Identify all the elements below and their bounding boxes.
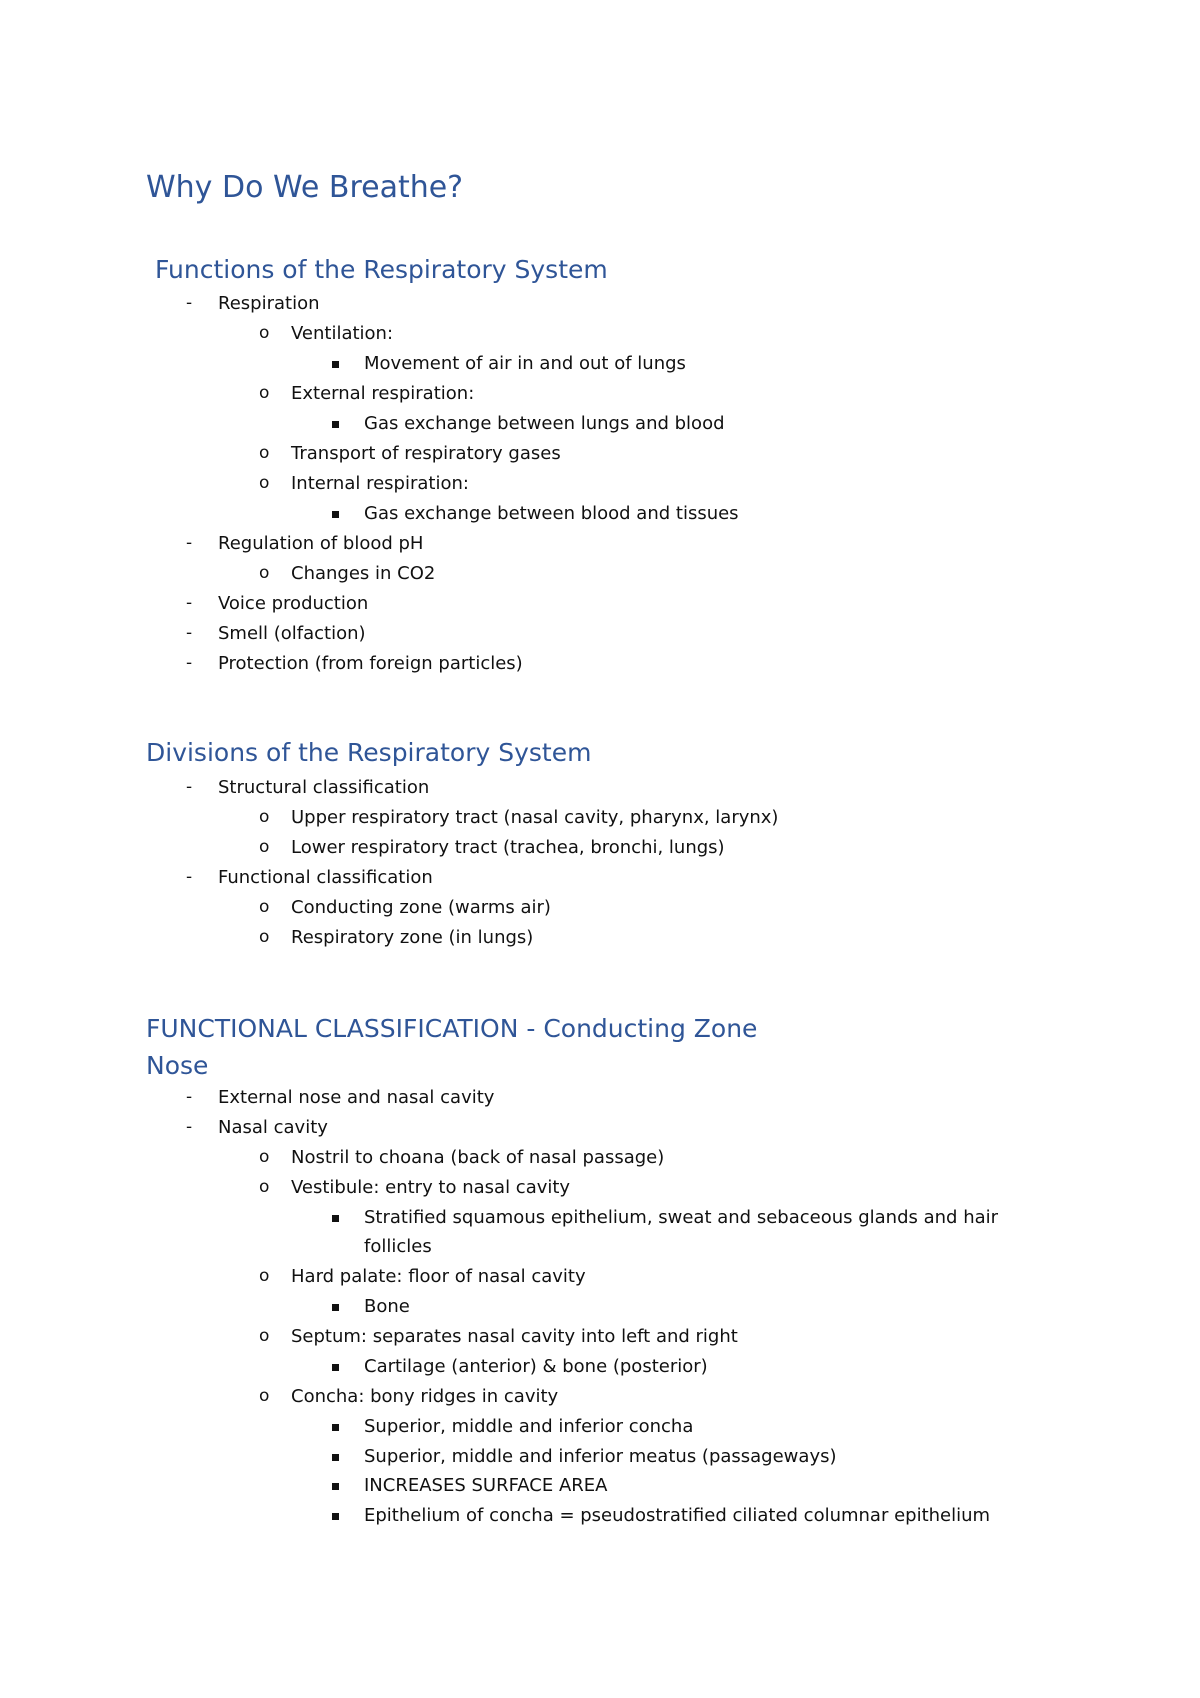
functions-heading: Functions of the Respiratory System <box>155 255 608 284</box>
list-item: Epithelium of concha = pseudostratified ciliated columnar epithelium <box>364 1505 991 1526</box>
circle-bullet: o <box>259 1147 270 1167</box>
nose-subheading: Nose <box>146 1051 209 1080</box>
square-bullet-icon <box>332 1454 339 1461</box>
list-item: Voice production <box>218 593 369 614</box>
dash-bullet: - <box>186 867 193 887</box>
list-item: Changes in CO2 <box>291 563 436 584</box>
list-item: Structural classification <box>218 777 430 798</box>
page-title: Why Do We Breathe? <box>146 170 464 205</box>
dash-bullet: - <box>186 533 193 553</box>
list-item: Gas exchange between blood and tissues <box>364 503 739 524</box>
divisions-heading: Divisions of the Respiratory System <box>146 738 592 767</box>
circle-bullet: o <box>259 927 270 947</box>
conducting-heading: FUNCTIONAL CLASSIFICATION - Conducting Zone <box>146 1014 758 1043</box>
square-bullet-icon <box>332 511 339 518</box>
circle-bullet: o <box>259 837 270 857</box>
square-bullet-icon <box>332 1424 339 1431</box>
dash-bullet: - <box>186 593 193 613</box>
circle-bullet: o <box>259 443 270 463</box>
list-item: Protection (from foreign particles) <box>218 653 523 674</box>
list-item: Bone <box>364 1296 410 1317</box>
list-item: Upper respiratory tract (nasal cavity, pharynx, larynx) <box>291 807 779 828</box>
square-bullet-icon <box>332 1304 339 1311</box>
circle-bullet: o <box>259 1177 270 1197</box>
circle-bullet: o <box>259 473 270 493</box>
list-item: Superior, middle and inferior meatus (passageways) <box>364 1446 837 1467</box>
circle-bullet: o <box>259 323 270 343</box>
square-bullet-icon <box>332 361 339 368</box>
list-item: Respiration <box>218 293 320 314</box>
list-item: Transport of respiratory gases <box>291 443 561 464</box>
circle-bullet: o <box>259 807 270 827</box>
square-bullet-icon <box>332 1513 339 1520</box>
square-bullet-icon <box>332 1215 339 1222</box>
square-bullet-icon <box>332 1483 339 1490</box>
list-item: INCREASES SURFACE AREA <box>364 1475 608 1496</box>
list-item: Respiratory zone (in lungs) <box>291 927 534 948</box>
list-item: Concha: bony ridges in cavity <box>291 1386 559 1407</box>
circle-bullet: o <box>259 383 270 403</box>
list-item: Nasal cavity <box>218 1117 328 1138</box>
list-item: Hard palate: floor of nasal cavity <box>291 1266 586 1287</box>
circle-bullet: o <box>259 1266 270 1286</box>
list-item: Septum: separates nasal cavity into left and right <box>291 1326 738 1347</box>
square-bullet-icon <box>332 421 339 428</box>
list-item: Conducting zone (warms air) <box>291 897 551 918</box>
list-item: Smell (olfaction) <box>218 623 366 644</box>
list-item: Movement of air in and out of lungs <box>364 353 686 374</box>
dash-bullet: - <box>186 623 193 643</box>
list-item: Ventilation: <box>291 323 394 344</box>
dash-bullet: - <box>186 1117 193 1137</box>
list-item: Gas exchange between lungs and blood <box>364 413 725 434</box>
circle-bullet: o <box>259 897 270 917</box>
list-item: External respiration: <box>291 383 475 404</box>
list-item-continuation: follicles <box>364 1236 432 1257</box>
list-item: Nostril to choana (back of nasal passage) <box>291 1147 665 1168</box>
dash-bullet: - <box>186 653 193 673</box>
list-item: Functional classification <box>218 867 433 888</box>
circle-bullet: o <box>259 563 270 583</box>
list-item: Internal respiration: <box>291 473 469 494</box>
list-item: External nose and nasal cavity <box>218 1087 495 1108</box>
circle-bullet: o <box>259 1326 270 1346</box>
list-item: Regulation of blood pH <box>218 533 424 554</box>
list-item: Stratified squamous epithelium, sweat and sebaceous glands and hair <box>364 1207 999 1228</box>
dash-bullet: - <box>186 1087 193 1107</box>
dash-bullet: - <box>186 293 193 313</box>
list-item: Lower respiratory tract (trachea, bronchi, lungs) <box>291 837 725 858</box>
list-item: Vestibule: entry to nasal cavity <box>291 1177 571 1198</box>
dash-bullet: - <box>186 777 193 797</box>
square-bullet-icon <box>332 1364 339 1371</box>
list-item: Cartilage (anterior) & bone (posterior) <box>364 1356 708 1377</box>
circle-bullet: o <box>259 1386 270 1406</box>
list-item: Superior, middle and inferior concha <box>364 1416 694 1437</box>
